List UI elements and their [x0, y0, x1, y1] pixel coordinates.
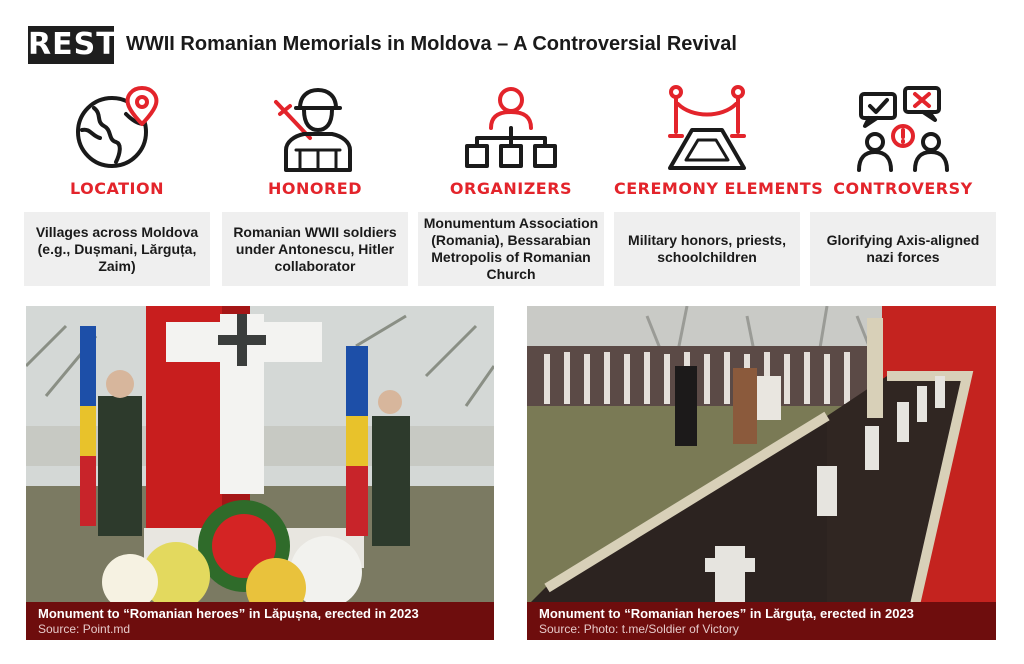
category-label: LOCATION — [70, 179, 164, 198]
monument-photo-illustration — [26, 306, 494, 640]
category-label: CONTROVERSY — [833, 179, 973, 198]
category-label: HONORED — [267, 179, 362, 198]
category-organizers — [418, 82, 604, 286]
page-title: WWII Romanian Memorials in Moldova – A Controversial Revival — [126, 33, 737, 55]
category-label: CEREMONY ELEMENTS — [614, 179, 824, 198]
category-location — [24, 82, 210, 286]
cemetery-photo-illustration — [527, 306, 996, 640]
memorial-barrier-icon — [614, 82, 800, 174]
category-description: Military honors, priests, schoolchildren — [614, 212, 800, 286]
category-description: Monumentum Association (Romania), Bessarabian Metropolis of Romanian Church — [418, 212, 604, 286]
category-controversy — [810, 82, 996, 286]
soldier-icon — [222, 82, 408, 174]
category-description: Glorifying Axis-aligned nazi forces — [810, 212, 996, 286]
globe-pin-icon — [24, 82, 210, 174]
photo-larguta-monument — [527, 306, 996, 640]
photo-caption — [527, 602, 996, 640]
photo-lapusna-monument — [26, 306, 494, 640]
caption-source: Source: Photo: t.me/Soldier of Victory — [539, 622, 739, 636]
brand-logo: REST — [28, 27, 118, 62]
category-label: ORGANIZERS — [449, 179, 573, 198]
caption-title: Monument to “Romanian heroes” in Lărguța, erected in 2023 — [539, 606, 914, 621]
photo-caption — [26, 602, 494, 640]
category-description: Romanian WWII soldiers under Antonescu, Hitler collaborator — [222, 212, 408, 286]
debate-icon — [810, 82, 996, 174]
caption-source: Source: Point.md — [38, 622, 131, 636]
org-chart-icon — [418, 82, 604, 174]
caption-title: Monument to “Romanian heroes” in Lăpușna, erected in 2023 — [38, 606, 419, 621]
category-description: Villages across Moldova (e.g., Dușmani, Lărguța, Zaim) — [24, 212, 210, 286]
category-ceremony — [614, 82, 824, 286]
category-honored — [222, 82, 408, 286]
